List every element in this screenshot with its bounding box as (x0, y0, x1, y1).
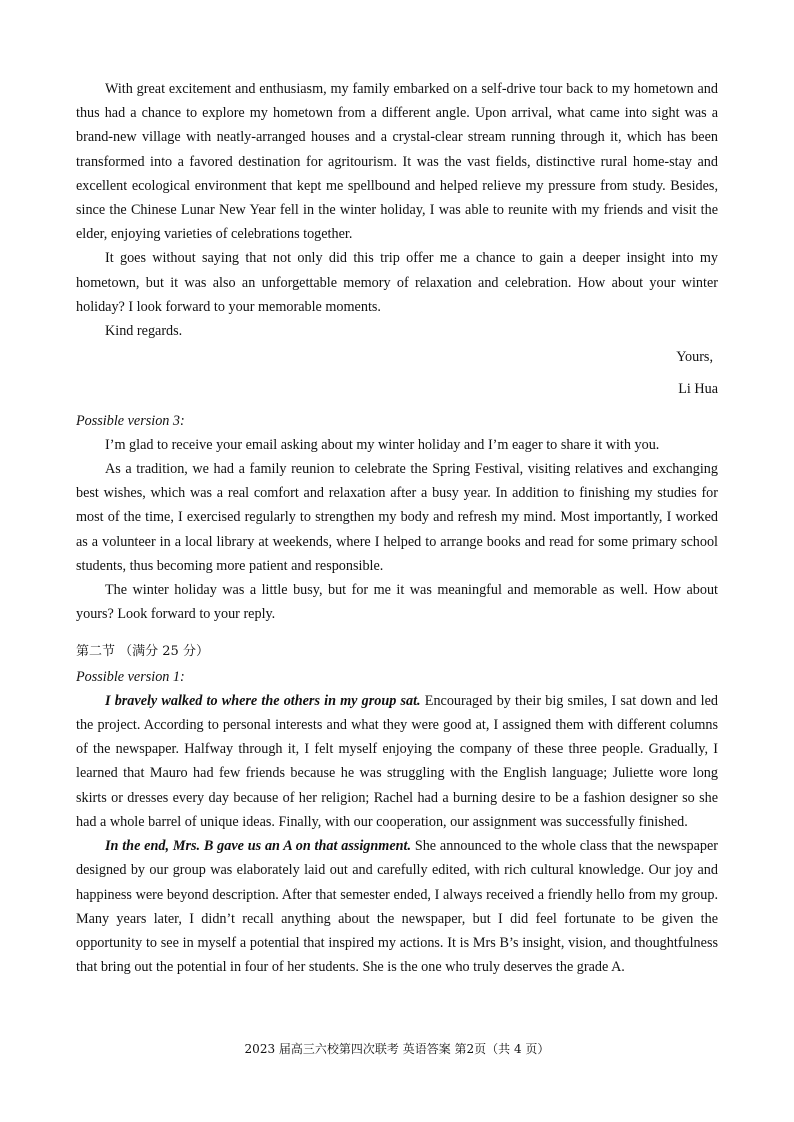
letter1-paragraph-2: It goes without saying that not only did this trip offer me a chance to gain a deeper insight into my hometown, but it was also an unforgettable memory of relaxation and celebration. How about your winter holiday? I look forward to your memorable moments. (76, 250, 718, 315)
page-footer: 2023 届高三六校第四次联考 英语答案 第2页（共 4 页） (244, 1042, 550, 1056)
section-heading: 第二节 （满分 25 分） (76, 644, 209, 660)
letter1-closing: Kind regards. (105, 323, 183, 340)
paragraph-1-lead-sentence: I bravely walked to where the others in my group sat. (105, 692, 421, 709)
section2-paragraph-1 (76, 689, 718, 834)
document-body (76, 77, 718, 979)
paragraph-2-lead-sentence: In the end, Mrs. B gave us an A on that assignment. (105, 838, 411, 855)
letter1-paragraph-1: With great excitement and enthusiasm, my family embarked on a self-drive tour back to my hometown and thus had a chance to explore my hometown from a different angle. Upon arrival, what came into sight was a brand-new village with neatly-arranged houses and a crystal-clear stream running through it, which has been transformed into a favored destination for agritourism. It was the vast fields, distinctive rural home-stay and excellent ecological environment that kept me spellbound and helped relieve my pressure from study. Besides, since the Chinese Lunar New Year fell in the winter holiday, I was able to reunite with my friends and visit the elder, enjoying varieties of celebrations together. (76, 81, 718, 243)
paragraph-2-body: She announced to the whole class that the newspaper designed by our group was elaborately laid out and carefully edited, with rich cultural knowledge. Our joy and happiness were beyond description. After that semester ended, I always received a friendly hello from my group. Many years later, I didn’t recall anything about the newspaper, but I did feel fortunate to be given the opportunity to see in myself a potential that inspired my actions. It is Mrs B’s insight, vision, and thoughtfulness that bring out the potential in four of her students. She is the one who truly deserves the grade A. (76, 838, 718, 976)
version3-paragraph-3: The winter holiday was a little busy, but for me it was meaningful and memorable as well. How about yours? Look forward to your reply. (76, 582, 718, 623)
version3-label: Possible version 3: (76, 412, 185, 429)
letter1-signature: Li Hua (678, 381, 718, 398)
paragraph-1-body: Encouraged by their big smiles, I sat down and led the project. According to personal interests and what they were good at, I assigned them with different columns of the newspaper. Halfway through it, I felt myself enjoying the company of these three people. Gradually, I learned that Mauro had few friends because he was struggling with the English language; Juliette wore long skirts or dresses every day because of her religion; Rachel had a burning desire to be a fashion designer so she had a whole barrel of unique ideas. Finally, with our cooperation, our assignment was successfully finished. (76, 692, 719, 830)
letter1-signoff: Yours, (676, 349, 713, 366)
section2-paragraph-2 (76, 834, 718, 979)
section2-version-label: Possible version 1: (76, 668, 185, 685)
version3-paragraph-2: As a tradition, we had a family reunion to celebrate the Spring Festival, visiting relatives and exchanging best wishes, which was a real comfort and relaxation after a busy year. In addition to finishing my studies for most of the time, I exercised regularly to strengthen my body and refresh my mind. Most importantly, I worked as a volunteer in a local library at weekends, where I helped to arrange books and read for some primary school students, thus becoming more patient and responsible. (76, 461, 718, 574)
version3-paragraph-1: I’m glad to receive your email asking about my winter holiday and I’m eager to share it with you. (105, 436, 660, 453)
